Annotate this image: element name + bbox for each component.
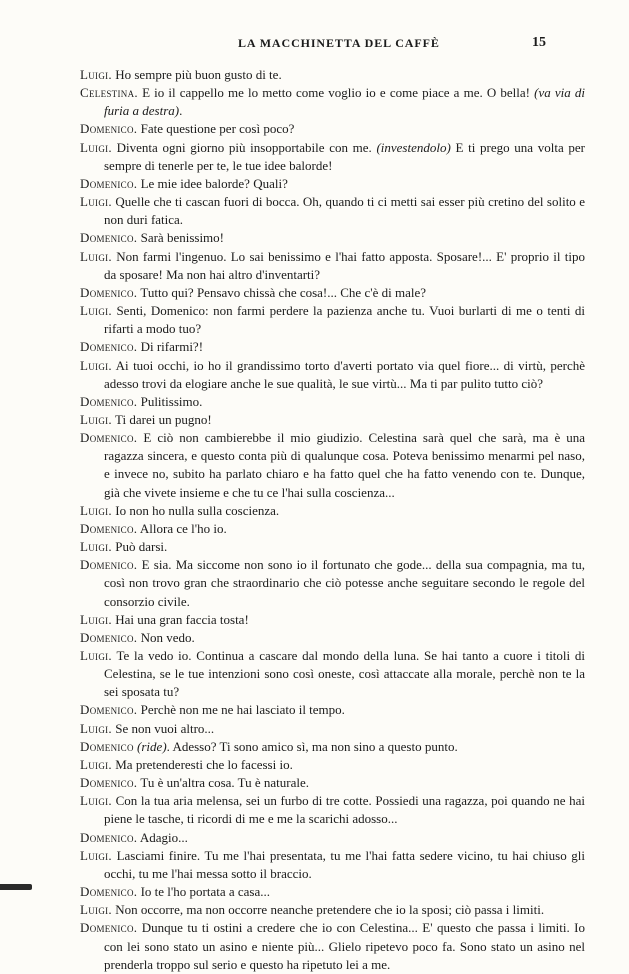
speaker-name: Domenico. xyxy=(80,175,138,191)
speaker-name: Domenico xyxy=(80,738,134,754)
dialogue-line: E ciò non cambierebbe il mio giudizio. Celestina sarà quel che sarà, ma è una ragazza sincera, e questo conta più di qualunque cosa. Poteva benissimo menarmi pel naso, e invece no, subito ha parlato chiaro e ha fatto quel che ha fatto venendo con te. Dunque, già che vivete insieme e che tu ce l'hai sulla coscienza... xyxy=(104,430,586,500)
dialogue-turn xyxy=(80,357,585,393)
dialogue-line: Ti darei un pugno! xyxy=(115,411,212,427)
dialogue-turn xyxy=(80,66,585,84)
speaker-name: Domenico. xyxy=(80,393,138,409)
dialogue-turn xyxy=(80,720,585,738)
dialogue-turn xyxy=(80,284,585,302)
speaker-name: Luigi. xyxy=(80,502,112,518)
dialogue-turn xyxy=(80,120,585,138)
dialogue-turn xyxy=(80,429,585,502)
dialogue-line: . xyxy=(179,103,183,119)
dialogue-line: Ma pretenderesti che lo facessi io. xyxy=(115,756,293,772)
dialogue-line: Tutto qui? Pensavo chissà che cosa!... Che c'è di male? xyxy=(140,284,426,300)
dialogue-turn xyxy=(80,883,585,901)
dialogue-line: E io il cappello me lo metto come voglio io e come piace a me. O bella! xyxy=(142,85,535,101)
dialogue-line: Con la tua aria melensa, sei un furbo di tre cotte. Possiedi una ragazza, poi quando ne hai piene le tasche, ti ricordi di me e me la scarichi adosso... xyxy=(104,793,586,827)
dialogue-turn xyxy=(80,774,585,792)
speaker-name: Domenico. xyxy=(80,884,138,900)
dialogue-turn xyxy=(80,193,585,229)
dialogue-line: Senti, Domenico: non farmi perdere la pazienza anche tu. Vuoi burlarti di me o tenti di rifarti a modo tuo? xyxy=(104,303,585,337)
dialogue-turn xyxy=(80,901,585,919)
dialogue-line: Ho sempre più buon gusto di te. xyxy=(115,67,282,82)
speaker-name: Domenico. xyxy=(80,339,138,355)
dialogue-line: Fate questione per così poco? xyxy=(140,121,295,137)
dialogue-turn xyxy=(80,701,585,719)
speaker-name: Luigi. xyxy=(80,720,112,736)
dialogue-turn xyxy=(80,756,585,774)
dialogue-turn xyxy=(80,502,585,520)
dialogue-line: Perchè non me ne hai lasciato il tempo. xyxy=(140,702,345,718)
dialogue-line: Allora ce l'ho io. xyxy=(139,520,227,536)
speaker-name: Luigi. xyxy=(80,303,112,319)
dialogue-line: Io non ho nulla sulla coscienza. xyxy=(115,502,280,518)
dialogue-turn xyxy=(80,338,585,356)
speaker-name: Domenico. xyxy=(80,121,138,137)
dialogue-turn xyxy=(80,248,585,284)
dialogue-turn xyxy=(80,556,585,610)
speaker-name: Luigi. xyxy=(80,847,112,863)
speaker-name: Domenico. xyxy=(80,629,138,645)
speaker-name: Luigi. xyxy=(80,411,112,427)
dialogue-turn xyxy=(80,829,585,847)
dialogue-line: Tu è un'altra cosa. Tu è naturale. xyxy=(140,775,310,791)
dialogue-line: . Adesso? Ti sono amico sì, ma non sino a questo punto. xyxy=(166,738,458,754)
running-title: LA MACCHINETTA DEL CAFFÈ xyxy=(238,36,440,50)
speaker-name: Domenico. xyxy=(80,557,138,573)
page-number: 15 xyxy=(532,35,546,50)
dialogue-line: Te la vedo io. Continua a cascare dal mondo della luna. Se hai tanto a cuore i titoli di Celestina, se le tue intenzioni sono così oneste, così attaccate alla morale, perchè non te la sei sposata tu? xyxy=(104,648,585,700)
dialogue-turn xyxy=(80,611,585,629)
stage-direction: (ride) xyxy=(137,738,167,754)
dialogue-turn xyxy=(80,393,585,411)
dialogue-line: Di rifarmi?! xyxy=(140,339,204,355)
speaker-name: Luigi. xyxy=(80,756,112,772)
speaker-name: Domenico. xyxy=(80,775,138,791)
running-head xyxy=(0,36,629,56)
speaker-name: Domenico. xyxy=(80,430,138,446)
dialogue-body xyxy=(80,66,585,974)
dialogue-turn xyxy=(80,647,585,701)
speaker-name: Domenico. xyxy=(80,920,138,936)
speaker-name: Luigi. xyxy=(80,357,112,373)
dialogue-line: Può darsi. xyxy=(115,539,168,555)
speaker-name: Domenico. xyxy=(80,829,138,845)
dialogue-line: Hai una gran faccia tosta! xyxy=(115,611,249,627)
dialogue-line: Se non vuoi altro... xyxy=(115,720,215,736)
speaker-name: Luigi. xyxy=(80,539,112,555)
speaker-name: Luigi. xyxy=(80,793,112,809)
speaker-name: Celestina. xyxy=(80,85,138,101)
dialogue-line: Ai tuoi occhi, io ho il grandissimo torto d'averti portato via quel fiore... di virtù, perchè adesso trovi da elogiare anche le sue qualità, le sue virtù... Ma ti par pulito tutto ciò? xyxy=(104,357,585,391)
speaker-name: Luigi. xyxy=(80,139,112,155)
dialogue-turn xyxy=(80,538,585,556)
dialogue-line: Non occorre, ma non occorre neanche pretendere che io la sposi; ciò passa i limiti. xyxy=(115,902,545,918)
dialogue-turn xyxy=(80,738,585,756)
dialogue-turn xyxy=(80,302,585,338)
stage-direction: (investendolo) xyxy=(376,139,451,155)
dialogue-line: Non farmi l'ingenuo. Lo sai benissimo e l'hai fatto apposta. Sposare!... E' proprio il tipo da sposare! Ma non hai altro d'inventarti? xyxy=(104,248,586,282)
dialogue-line: E ti prego una volta per sempre di tenerle per te, le tue idee balorde! xyxy=(104,139,585,173)
dialogue-line: Le mie idee balorde? Quali? xyxy=(140,175,288,191)
dialogue-line: Pulitissimo. xyxy=(140,393,203,409)
dialogue-turn xyxy=(80,411,585,429)
dialogue-line: Diventa ogni giorno più insopportabile con me. xyxy=(116,139,377,155)
dialogue-line: E sia. Ma siccome non sono io il fortunato che gode... della sua compagnia, ma tu, così non trovo gran che straordinario che ciò potesse anche seguitare secondo le regole del consorzio civile. xyxy=(104,557,586,609)
dialogue-line: Sarà benissimo! xyxy=(140,230,224,246)
stage-direction: (va via di furia a destra) xyxy=(104,85,586,119)
speaker-name: Luigi. xyxy=(80,67,112,82)
dialogue-turn xyxy=(80,229,585,247)
dialogue-turn xyxy=(80,175,585,193)
dialogue-line: Lasciami finire. Tu me l'hai presentata, tu me l'hai fatta sedere vicino, tu hai chiuso gli occhi, tu me l'hai messa sotto il braccio. xyxy=(104,847,586,881)
speaker-name: Domenico. xyxy=(80,702,138,718)
speaker-name: Luigi. xyxy=(80,248,112,264)
dialogue-turn xyxy=(80,792,585,828)
dialogue-line: Dunque tu ti ostini a credere che io con Celestina... E' questo che passa i limiti. Io con lei sono stato un asino e niente più... Glielo ripetevo poco fa. Sono stato un asino nel prenderla troppo sul serio e questo ha ripetuto lei a me. xyxy=(104,920,586,972)
dialogue-line: Non vedo. xyxy=(140,629,195,645)
dialogue-turn xyxy=(80,629,585,647)
dialogue-turn xyxy=(80,139,585,175)
dialogue-turn xyxy=(80,919,585,973)
speaker-name: Domenico. xyxy=(80,520,138,536)
scan-mark xyxy=(0,884,32,890)
dialogue-turn xyxy=(80,847,585,883)
speaker-name: Domenico. xyxy=(80,230,138,246)
dialogue-turn xyxy=(80,520,585,538)
dialogue-line: Adagio... xyxy=(139,829,188,845)
speaker-name: Domenico. xyxy=(80,284,138,300)
dialogue-line: Quelle che ti cascan fuori di bocca. Oh, quando ti ci metti sai esser più cretino del solito e non duri fatica. xyxy=(104,194,585,228)
speaker-name: Luigi. xyxy=(80,194,112,210)
speaker-name: Luigi. xyxy=(80,648,112,663)
speaker-name: Luigi. xyxy=(80,902,112,918)
dialogue-turn xyxy=(80,84,585,120)
dialogue-line: Io te l'ho portata a casa... xyxy=(140,884,270,900)
speaker-name: Luigi. xyxy=(80,611,112,627)
